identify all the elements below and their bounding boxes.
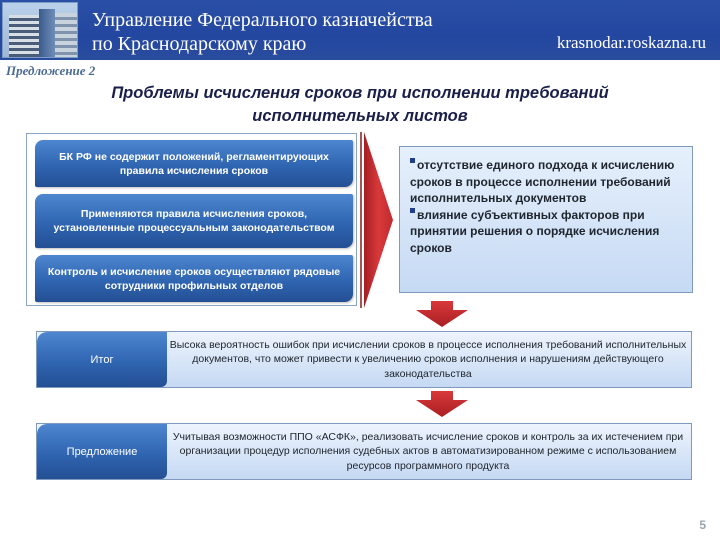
consequence-item: отсутствие единого подхода к исчислению сроков в процессе исполнении требований исполнительных документов [410, 158, 675, 205]
problems-panel [26, 133, 357, 306]
building-photo [2, 2, 78, 58]
organization-title-line2: по Краснодарскому краю [92, 33, 307, 55]
header-banner [0, 0, 720, 60]
result-text: Высока вероятность ошибок при исчислении сроков в процессе исполнения требований исполнительных документов, что может привести к увеличению сроков исполнения и нарушениям действующего законодательства [169, 338, 687, 380]
square-bullet-icon [410, 208, 415, 213]
consequences-panel [399, 146, 693, 293]
proposal-text: Учитывая возможности ППО «АСФК», реализовать исчисление сроков и контроль за их истечением при организации процедур исполнения судебных актов в автоматизированном режиме с использованием ресурсов программного продукта [172, 430, 684, 472]
chevron-right-arrow-icon [359, 130, 393, 310]
arrow-down-icon [416, 301, 468, 327]
organization-title-line1: Управление Федерального казначейства [92, 9, 433, 31]
consequence-item: влияние субъективных факторов при принятии решения о порядке исчисления сроков [410, 207, 660, 255]
problem-box: БК РФ не содержит положений, регламентирующих правила исчисления сроков [35, 140, 353, 187]
problem-box: Контроль и исчисление сроков осуществляют рядовые сотрудники профильных отделов [35, 255, 353, 302]
website-url: krasnodar.roskazna.ru [556, 33, 706, 52]
result-label: Итог [37, 332, 167, 387]
proposal-number-label: Предложение 2 [6, 63, 96, 78]
slide-title-line1: Проблемы исчисления сроков при исполнении требований [111, 84, 609, 102]
square-bullet-icon [410, 158, 415, 163]
page-number: 5 [699, 518, 706, 532]
problem-box: Применяются правила исчисления сроков, установленные процессуальным законодательством [35, 194, 353, 248]
arrow-down-icon [416, 391, 468, 417]
result-row [36, 331, 692, 388]
slide-title-line2: исполнительных листов [252, 107, 468, 125]
slide-title [60, 82, 660, 128]
proposal-row [36, 423, 692, 480]
organization-title [92, 8, 433, 56]
proposal-label: Предложение [37, 424, 167, 479]
